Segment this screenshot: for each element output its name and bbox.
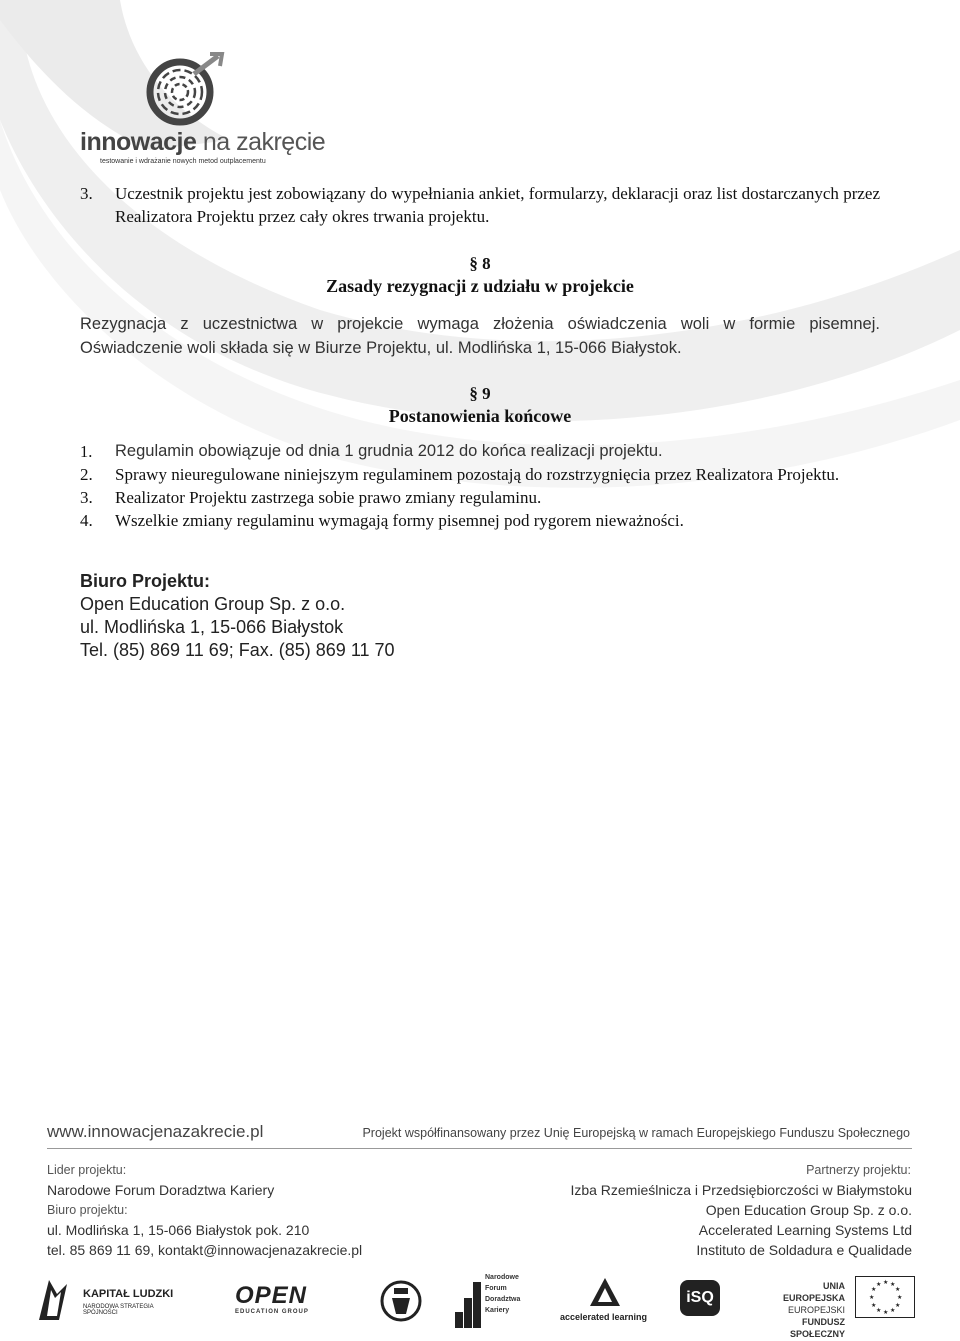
office-address-footer: ul. Modlińska 1, 15-066 Białystok pok. 210 bbox=[47, 1222, 310, 1238]
section-9-number: § 9 bbox=[469, 384, 491, 403]
footer-partners-block bbox=[570, 1160, 912, 1260]
office-address: ul. Modlińska 1, 15-066 Białystok bbox=[80, 617, 344, 637]
office-contact-footer: tel. 85 869 11 69, kontakt@innowacjenazakrecie.pl bbox=[47, 1242, 363, 1258]
svg-text:★: ★ bbox=[895, 1302, 901, 1309]
document-body bbox=[80, 182, 880, 662]
partner-item: Izba Rzemieślnicza i Przedsiębiorczości w Białymstoku bbox=[570, 1182, 912, 1198]
list-item: 3. Realizator Projektu zastrzega sobie prawo zmiany regulaminu. bbox=[80, 488, 542, 507]
innowacje-logo bbox=[80, 52, 326, 172]
svg-text:★: ★ bbox=[876, 1281, 882, 1288]
svg-text:★: ★ bbox=[871, 1302, 877, 1309]
partner-item: Accelerated Learning Systems Ltd bbox=[698, 1222, 912, 1238]
svg-text:★: ★ bbox=[871, 1286, 877, 1293]
logo-wordmark: innowacje na zakręcie bbox=[80, 128, 326, 156]
kapital-ludzki-icon bbox=[35, 1276, 71, 1320]
nfdk-logo: Narodowe Forum Doradztwa Kariery bbox=[455, 1272, 535, 1328]
footer-website: www.innowacjenazakrecie.pl bbox=[47, 1122, 264, 1141]
maze-logo-icon bbox=[142, 52, 232, 128]
open-education-logo: OPEN EDUCATION GROUP bbox=[235, 1282, 309, 1315]
sponsor-logos bbox=[35, 1270, 925, 1339]
office-name: Open Education Group Sp. z o.o. bbox=[80, 594, 346, 614]
svg-text:★: ★ bbox=[869, 1294, 875, 1301]
nfdk-stairs-icon bbox=[455, 1272, 481, 1328]
isq-logo: iSQ bbox=[680, 1280, 720, 1316]
partner-item: Open Education Group Sp. z o.o. bbox=[705, 1202, 912, 1218]
page-footer bbox=[0, 1110, 960, 1341]
partner-item: Instituto de Soldadura e Qualidade bbox=[696, 1242, 912, 1258]
accelerated-learning-icon bbox=[590, 1278, 620, 1308]
section-9-list bbox=[80, 440, 880, 532]
eu-flag-icon bbox=[855, 1276, 915, 1318]
item-text: Uczestnik projektu jest zobowiązany do wypełniania ankiet, formularzy, deklaracji oraz list dostarczanych przez Realizatora Projektu przez cały okres trwania projektu. bbox=[115, 184, 880, 226]
svg-text:★: ★ bbox=[883, 1309, 889, 1316]
accelerated-learning-logo: accelerated learning bbox=[560, 1278, 650, 1326]
eu-logo: UNIA EUROPEJSKA EUROPEJSKI FUNDUSZ SPOŁECZNY ★ ★ ★ ★ ★ ★ ★ ★ ★ ★ ★ ★ bbox=[760, 1276, 925, 1324]
section-8-body: Rezygnacja z uczestnictwa w projekcie wymaga złożenia oświadczenia woli w formie pisemnej. Oświadczenie woli składa się w Biurze Projektu, ul. Modlińska 1, 15-066 Białystok. bbox=[80, 315, 880, 357]
svg-text:★: ★ bbox=[897, 1294, 903, 1301]
list-item: 4. Wszelkie zmiany regulaminu wymagają formy pisemnej pod rygorem nieważności. bbox=[80, 511, 684, 530]
office-phone: Tel. (85) 869 11 69; Fax. (85) 869 11 70 bbox=[80, 640, 395, 660]
leader-label: Lider projektu: bbox=[47, 1163, 127, 1177]
kapital-ludzki-logo: KAPITAŁ LUDZKI NARODOWA STRATEGIA SPÓJNOŚCI bbox=[35, 1276, 185, 1320]
office-label: Biuro Projektu: bbox=[80, 571, 211, 591]
svg-text:★: ★ bbox=[895, 1286, 901, 1293]
section-9-title: Postanowienia końcowe bbox=[388, 406, 572, 426]
svg-text:★: ★ bbox=[890, 1307, 896, 1314]
svg-text:★: ★ bbox=[876, 1307, 882, 1314]
partners-label: Partnerzy projektu: bbox=[806, 1163, 911, 1177]
list-item: 3. Uczestnik projektu jest zobowiązany do wypełniania ankiet, formularzy, deklaracji oraz list dostarczanych przez Realizatora Projektu przez cały okres trwania projektu. bbox=[80, 184, 880, 226]
section-8-title: Zasady rezygnacji z udziału w projekcie bbox=[326, 276, 634, 296]
footer-divider bbox=[47, 1148, 912, 1149]
footer-cofunding: Projekt współfinansowany przez Unię Europejską w ramach Europejskiego Funduszu Społecznego bbox=[362, 1126, 910, 1140]
list-item: 2. Sprawy nieuregulowane niniejszym regulaminem pozostają do rozstrzygnięcia przez Realizatora Projektu. bbox=[80, 465, 840, 484]
svg-text:★: ★ bbox=[890, 1281, 896, 1288]
list-item: 1. Regulamin obowiązuje od dnia 1 grudnia 2012 do końca realizacji projektu. bbox=[80, 442, 663, 461]
svg-text:★: ★ bbox=[883, 1279, 889, 1286]
logo-tagline: testowanie i wdrażanie nowych metod outplacementu bbox=[100, 158, 266, 165]
office-label-footer: Biuro projektu: bbox=[47, 1203, 128, 1217]
footer-leader-block bbox=[47, 1160, 362, 1260]
leader-name: Narodowe Forum Doradztwa Kariery bbox=[47, 1182, 275, 1198]
izba-emblem-icon bbox=[380, 1280, 422, 1322]
section-8-number: § 8 bbox=[469, 254, 491, 273]
